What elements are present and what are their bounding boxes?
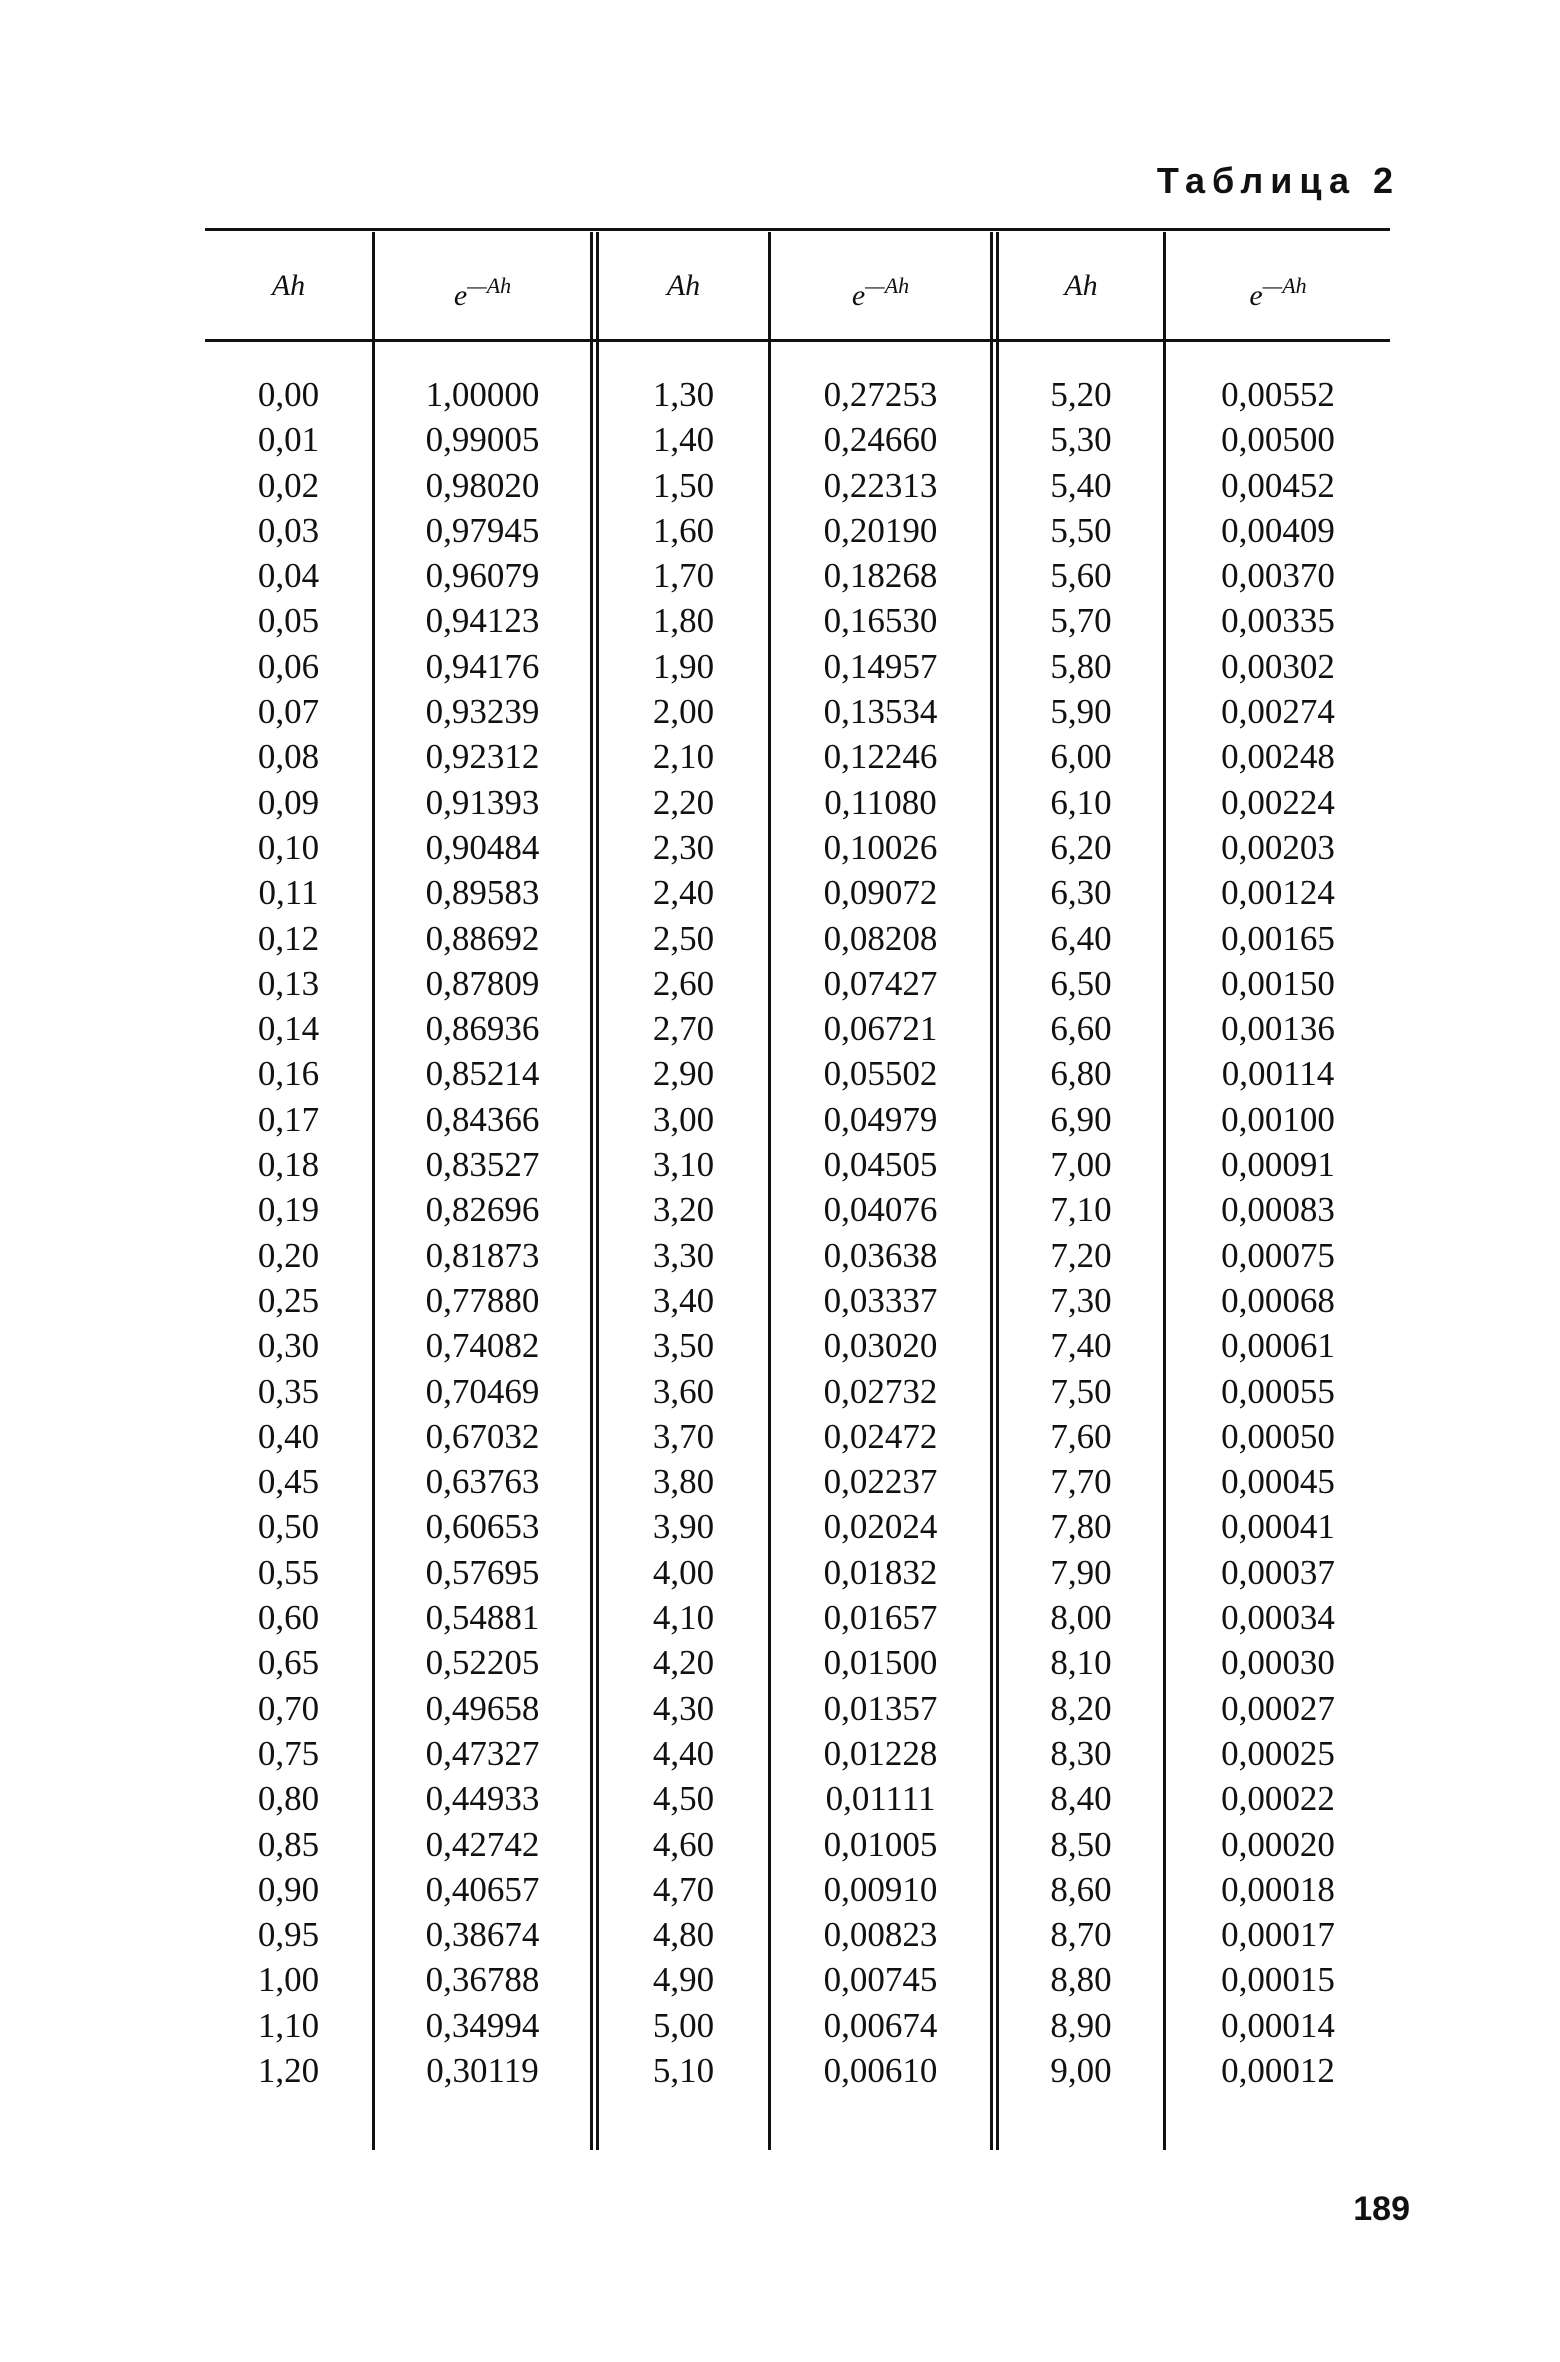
column-header-2 (375, 232, 590, 339)
table-cell: 1,40 (652, 420, 715, 460)
table-cell: 0,06721 (823, 1009, 938, 1049)
table-cell: 4,40 (652, 1733, 715, 1773)
table-cell: 0,20 (257, 1235, 320, 1275)
table-cell: 0,57695 (425, 1552, 540, 1592)
table-cell: 7,40 (1050, 1326, 1112, 1366)
table-cell: 2,10 (652, 737, 715, 777)
table-cell: 7,90 (1050, 1552, 1112, 1592)
table-cell: 0,00124 (1221, 873, 1335, 913)
table-cell: 0,02732 (823, 1371, 938, 1411)
table-cell: 0,03638 (823, 1235, 938, 1275)
table-cell: 0,74082 (425, 1326, 540, 1366)
table-cell: 4,70 (652, 1869, 715, 1909)
table-cell: 4,30 (652, 1688, 715, 1728)
header-exponent: —Ah (1262, 273, 1307, 298)
table-cell: 0,45 (257, 1462, 320, 1502)
table-cell: 0,00203 (1221, 827, 1335, 867)
table-cell: 0,06 (257, 646, 320, 686)
table-cell: 0,82696 (425, 1190, 540, 1230)
table-cell: 0,30119 (426, 2050, 539, 2090)
header-base: e (851, 279, 866, 312)
table-cell: 0,60653 (425, 1507, 540, 1547)
table-cell: 8,50 (1050, 1824, 1112, 1864)
table-column-2 (375, 372, 590, 2093)
table-cell: 0,97945 (425, 510, 540, 550)
table-cell: 0,96079 (425, 556, 540, 596)
table-cell: 0,85 (257, 1824, 320, 1864)
table-cell: 0,11080 (824, 782, 937, 822)
table-cell: 4,90 (652, 1960, 715, 2000)
header-exponent: —Ah (865, 273, 910, 298)
table-cell: 6,00 (1050, 737, 1112, 777)
table-cell: 5,70 (1050, 601, 1112, 641)
table-cell: 6,40 (1050, 918, 1112, 958)
table-cell: 0,00452 (1221, 465, 1335, 505)
table-cell: 3,30 (652, 1235, 715, 1275)
table-cell: 0,38674 (425, 1915, 540, 1955)
table-cell: 0,77880 (425, 1280, 540, 1320)
table-cell: 0,87809 (425, 963, 540, 1003)
table-column-3 (599, 372, 768, 2093)
table-cell: 1,80 (652, 601, 715, 641)
table-cell: 0,85214 (425, 1054, 540, 1094)
table-cell: 0,00302 (1221, 646, 1335, 686)
table-cell: 0,02472 (823, 1416, 938, 1456)
table-cell: 0,27253 (823, 375, 938, 414)
table-cell: 0,00370 (1221, 556, 1335, 596)
table-cell: 0,01832 (823, 1552, 938, 1592)
table-cell: 0,67032 (425, 1416, 540, 1456)
table-cell: 0,12246 (823, 737, 938, 777)
table-cell: 0,00165 (1221, 918, 1335, 958)
table-cell: 0,03337 (823, 1280, 938, 1320)
table-cell: 0,01005 (823, 1824, 938, 1864)
table-cell: 0,17 (257, 1099, 320, 1139)
table-cell: 7,50 (1050, 1371, 1112, 1411)
header-base: e (453, 279, 468, 312)
table-cell: 0,18268 (823, 556, 938, 596)
table-cell: 0,08208 (823, 918, 938, 958)
table-cell: 0,00552 (1221, 375, 1335, 414)
table-cell: 0,13534 (823, 692, 938, 732)
table-cell: 0,14957 (823, 646, 938, 686)
group-divider-double (590, 232, 593, 2150)
table-column-5 (999, 372, 1163, 2093)
table-cell: 0,90484 (425, 827, 540, 867)
table-cell: 0,00041 (1221, 1507, 1335, 1547)
table-cell: 0,02 (257, 465, 320, 505)
table-cell: 0,08 (257, 737, 320, 777)
table-cell: 1,70 (652, 556, 715, 596)
table-cell: 5,30 (1050, 420, 1112, 460)
table-cell: 0,11 (258, 873, 319, 913)
table-cell: 1,10 (257, 2005, 320, 2045)
table-cell: 5,60 (1050, 556, 1112, 596)
table-cell: 0,00030 (1221, 1643, 1335, 1683)
table-cell: 7,00 (1050, 1145, 1112, 1185)
table-cell: 0,00018 (1221, 1869, 1335, 1909)
table-cell: 0,90 (257, 1869, 320, 1909)
table-column-1 (205, 372, 372, 2093)
table-cell: 8,10 (1050, 1643, 1112, 1683)
table-cell: 2,40 (652, 873, 715, 913)
table-cell: 0,01111 (825, 1779, 936, 1819)
table-cell: 0,01657 (823, 1598, 938, 1638)
table-cell: 0,49658 (425, 1688, 540, 1728)
table-cell: 0,54881 (425, 1598, 540, 1638)
table-cell: 0,10026 (823, 827, 938, 867)
table-cell: 0,22313 (823, 465, 938, 505)
table-cell: 0,44933 (425, 1779, 540, 1819)
table-cell: 3,50 (652, 1326, 715, 1366)
table-cell: 0,12 (257, 918, 320, 958)
table-cell: 0,99005 (425, 420, 540, 460)
table-top-rule (205, 228, 1390, 231)
column-header-4 (771, 232, 990, 339)
table-cell: 0,14 (257, 1009, 320, 1049)
table-cell: 2,30 (652, 827, 715, 867)
table-cell: 0,04979 (823, 1099, 938, 1139)
table-cell: 0,00674 (823, 2005, 938, 2045)
table-cell: 0,03020 (823, 1326, 938, 1366)
table-cell: 0,86936 (425, 1009, 540, 1049)
table-cell: 0,00100 (1221, 1099, 1335, 1139)
table-cell: 0,34994 (425, 2005, 540, 2045)
table-cell: 8,90 (1050, 2005, 1112, 2045)
table-cell: 0,00075 (1221, 1235, 1335, 1275)
table-cell: 2,90 (652, 1054, 715, 1094)
table-cell: 0,47327 (425, 1733, 540, 1773)
table-cell: 0,00020 (1221, 1824, 1335, 1864)
table-cell: 6,50 (1050, 963, 1112, 1003)
table-cell: 0,02237 (823, 1462, 938, 1502)
header-bottom-rule (205, 339, 1390, 342)
page-number: 189 (1353, 2190, 1410, 2228)
table-cell: 0,65 (257, 1643, 320, 1683)
table-cell: 0,04 (257, 556, 320, 596)
table-column-6 (1166, 372, 1390, 2093)
table-cell: 0,00022 (1221, 1779, 1335, 1819)
table-cell: 4,60 (652, 1824, 715, 1864)
table-cell: 4,10 (652, 1598, 715, 1638)
table-cell: 0,03 (257, 510, 320, 550)
table-cell: 0,00745 (823, 1960, 938, 2000)
header-base: Ah (1064, 269, 1098, 302)
table-cell: 0,09 (257, 782, 320, 822)
table-cell: 0,07 (257, 692, 320, 732)
table-cell: 0,88692 (425, 918, 540, 958)
table-cell: 6,10 (1050, 782, 1112, 822)
table-cell: 5,40 (1050, 465, 1112, 505)
table-cell: 0,00017 (1221, 1915, 1335, 1955)
table-cell: 0,00823 (823, 1915, 938, 1955)
table-cell: 1,30 (652, 375, 715, 414)
table-cell: 0,98020 (425, 465, 540, 505)
header-base: Ah (666, 269, 701, 302)
table-cell: 0,07427 (823, 963, 938, 1003)
table-cell: 5,20 (1050, 375, 1112, 414)
table-cell: 0,00335 (1221, 601, 1335, 641)
table-cell: 1,00 (257, 1960, 320, 2000)
table-cell: 0,19 (257, 1190, 320, 1230)
table-cell: 0,00136 (1221, 1009, 1335, 1049)
table-column-4 (771, 372, 990, 2093)
table-cell: 0,00027 (1221, 1688, 1335, 1728)
table-cell: 3,60 (652, 1371, 715, 1411)
table-cell: 5,50 (1050, 510, 1112, 550)
table-cell: 0,00014 (1221, 2005, 1335, 2045)
table-cell: 0,80 (257, 1779, 320, 1819)
table-cell: 1,90 (652, 646, 715, 686)
table-cell: 0,00083 (1221, 1190, 1335, 1230)
table-cell: 0,00224 (1221, 782, 1335, 822)
table-cell: 3,20 (652, 1190, 715, 1230)
table-cell: 5,10 (652, 2050, 715, 2090)
table-cell: 0,00 (257, 375, 320, 414)
column-header-3 (599, 232, 768, 339)
table-cell: 3,70 (652, 1416, 715, 1456)
table-cell: 0,40 (257, 1416, 320, 1456)
header-exponent: —Ah (467, 273, 512, 298)
table-cell: 0,00045 (1221, 1462, 1335, 1502)
table-cell: 5,90 (1050, 692, 1112, 732)
table-cell: 4,80 (652, 1915, 715, 1955)
table-cell: 0,84366 (425, 1099, 540, 1139)
table-cell: 0,55 (257, 1552, 320, 1592)
table-cell: 3,90 (652, 1507, 715, 1547)
table-cell: 0,95 (257, 1915, 320, 1955)
table-cell: 8,80 (1050, 1960, 1112, 2000)
table-cell: 7,20 (1050, 1235, 1112, 1275)
table-cell: 2,60 (652, 963, 715, 1003)
table-cell: 0,92312 (425, 737, 540, 777)
table-cell: 8,70 (1050, 1915, 1112, 1955)
table-cell: 3,10 (652, 1145, 715, 1185)
table-cell: 7,70 (1050, 1462, 1112, 1502)
table-cell: 1,00000 (425, 375, 540, 414)
table-cell: 0,00150 (1221, 963, 1335, 1003)
table-cell: 8,60 (1050, 1869, 1112, 1909)
table-cell: 0,42742 (425, 1824, 540, 1864)
table-cell: 0,00025 (1221, 1733, 1335, 1773)
table-cell: 0,25 (257, 1280, 320, 1320)
table-cell: 0,10 (257, 827, 320, 867)
table-cell: 0,00055 (1221, 1371, 1335, 1411)
table-cell: 0,01 (257, 420, 320, 460)
table-cell: 3,40 (652, 1280, 715, 1320)
table-cell: 0,01500 (823, 1643, 938, 1683)
table-cell: 0,60 (257, 1598, 320, 1638)
table-cell: 0,04076 (823, 1190, 938, 1230)
table-cell: 0,81873 (425, 1235, 540, 1275)
table-cell: 2,00 (652, 692, 715, 732)
table-cell: 0,70 (257, 1688, 320, 1728)
table-cell: 0,75 (257, 1733, 320, 1773)
table-cell: 4,20 (652, 1643, 715, 1683)
table-cell: 0,00910 (823, 1869, 938, 1909)
table-cell: 0,18 (257, 1145, 320, 1185)
table-cell: 0,00091 (1221, 1145, 1335, 1185)
header-base: Ah (271, 269, 306, 302)
table-cell: 0,00274 (1221, 692, 1335, 732)
table-cell: 3,80 (652, 1462, 715, 1502)
table-cell: 0,83527 (425, 1145, 540, 1185)
table-cell: 6,20 (1050, 827, 1112, 867)
table-cell: 0,13 (257, 963, 320, 1003)
table-cell: 6,30 (1050, 873, 1112, 913)
table-cell: 0,00068 (1221, 1280, 1335, 1320)
table-cell: 0,00114 (1221, 1054, 1335, 1094)
group-divider-double (990, 232, 993, 2150)
table-cell: 0,63763 (425, 1462, 540, 1502)
table-cell: 0,05 (257, 601, 320, 641)
column-header-5 (999, 232, 1163, 339)
table-cell: 0,04505 (823, 1145, 938, 1185)
table-cell: 0,00409 (1221, 510, 1335, 550)
table-cell: 2,50 (652, 918, 715, 958)
table-cell: 0,16 (257, 1054, 320, 1094)
table-cell: 0,35 (257, 1371, 320, 1411)
table-cell: 8,20 (1050, 1688, 1112, 1728)
table-cell: 0,52205 (425, 1643, 540, 1683)
table-cell: 0,16530 (823, 601, 938, 641)
table-cell: 1,20 (257, 2050, 320, 2090)
table-cell: 0,00034 (1221, 1598, 1335, 1638)
table-cell: 0,93239 (425, 692, 540, 732)
table-cell: 0,00015 (1221, 1960, 1335, 2000)
column-header-6 (1166, 232, 1390, 339)
table-cell: 0,00248 (1221, 737, 1335, 777)
table-cell: 8,30 (1050, 1733, 1112, 1773)
column-header-1 (205, 232, 372, 339)
table-cell: 0,00050 (1221, 1416, 1335, 1456)
table-cell: 6,60 (1050, 1009, 1112, 1049)
table-cell: 0,01357 (823, 1688, 938, 1728)
table-cell: 0,36788 (425, 1960, 540, 2000)
table-cell: 0,02024 (823, 1507, 938, 1547)
table-cell: 0,00012 (1221, 2050, 1335, 2090)
table-cell: 6,90 (1050, 1099, 1112, 1139)
table-cell: 0,24660 (823, 420, 938, 460)
header-base: e (1249, 279, 1263, 312)
table-cell: 2,70 (652, 1009, 715, 1049)
table-cell: 2,20 (652, 782, 715, 822)
table-cell: 0,94176 (425, 646, 540, 686)
table-cell: 0,70469 (425, 1371, 540, 1411)
table-cell: 4,00 (652, 1552, 715, 1592)
table-cell: 1,60 (652, 510, 715, 550)
table-cell: 8,00 (1050, 1598, 1112, 1638)
table-cell: 0,01228 (823, 1733, 938, 1773)
table-cell: 6,80 (1050, 1054, 1112, 1094)
table-cell: 5,00 (652, 2005, 715, 2045)
table-cell: 7,60 (1050, 1416, 1112, 1456)
table-cell: 0,00610 (823, 2050, 938, 2090)
table-cell: 1,50 (652, 465, 715, 505)
table-cell: 0,00037 (1221, 1552, 1335, 1592)
table-cell: 0,89583 (425, 873, 540, 913)
table-cell: 0,09072 (823, 873, 938, 913)
table-cell: 0,91393 (425, 782, 540, 822)
table-cell: 5,80 (1050, 646, 1112, 686)
table-cell: 3,00 (652, 1099, 715, 1139)
table-cell: 4,50 (652, 1779, 715, 1819)
table-caption: Таблица 2 (1156, 160, 1400, 201)
table-cell: 0,00500 (1221, 420, 1335, 460)
table-cell: 0,05502 (823, 1054, 938, 1094)
table-cell: 0,40657 (425, 1869, 540, 1909)
table-cell: 0,94123 (425, 601, 540, 641)
table-cell: 0,20190 (823, 510, 938, 550)
table-cell: 0,00061 (1221, 1326, 1335, 1366)
table-cell: 0,30 (257, 1326, 320, 1366)
table-cell: 0,50 (257, 1507, 320, 1547)
table-cell: 7,10 (1050, 1190, 1112, 1230)
table-cell: 7,30 (1050, 1280, 1112, 1320)
table-cell: 8,40 (1050, 1779, 1112, 1819)
table-cell: 7,80 (1050, 1507, 1112, 1547)
table-cell: 9,00 (1050, 2050, 1112, 2090)
